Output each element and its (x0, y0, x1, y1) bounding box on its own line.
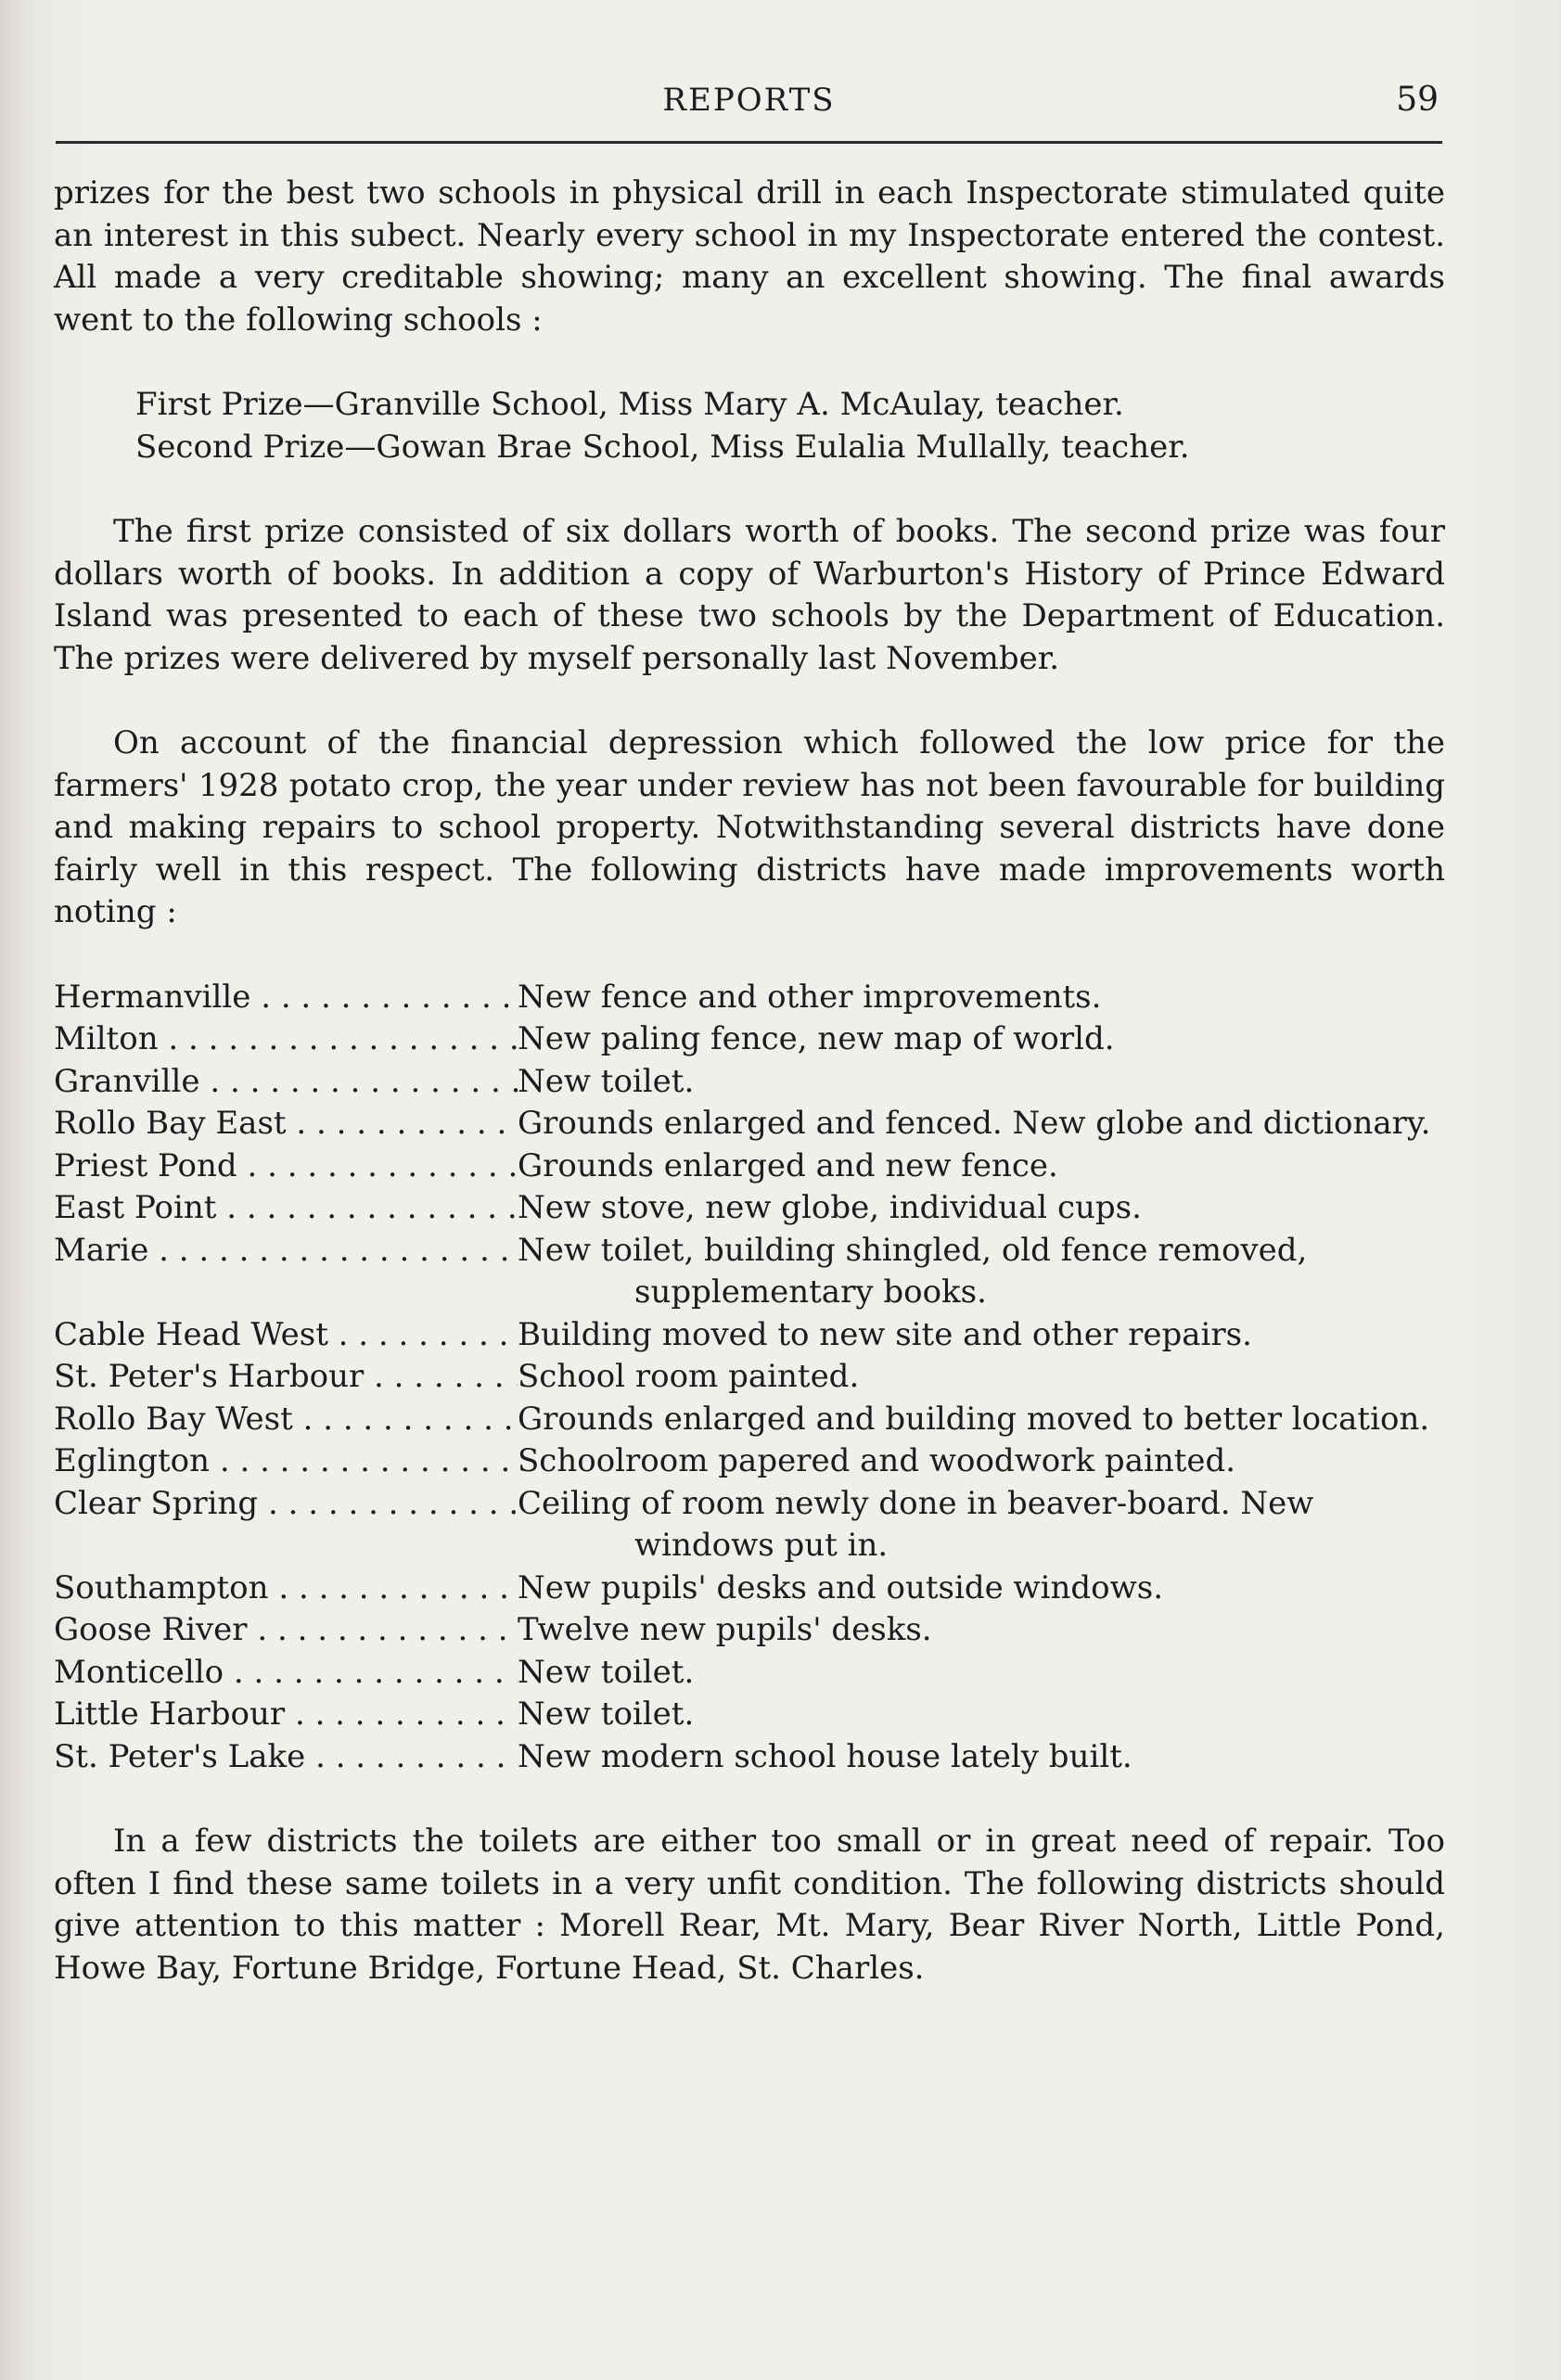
second-prize-line: Second Prize—Gowan Brae School, Miss Eulalia Mullally, teacher. (135, 428, 1190, 466)
district-name: Southampton . . . (54, 1567, 518, 1610)
district-name: East Point . . . (54, 1187, 518, 1230)
first-prize-line: First Prize—Granville School, Miss Mary A. McAulay, teacher. (135, 386, 1124, 423)
list-item (54, 1145, 1445, 1188)
improvement-text: School room painted. (518, 1358, 860, 1395)
district-name: Granville . . . (54, 1061, 518, 1104)
improvement-text: Grounds enlarged and fenced. New globe and dictionary. (518, 1105, 1431, 1142)
improvement-text: New fence and other improvements. (518, 978, 1102, 1016)
list-item (54, 977, 1445, 1019)
paragraph-prize-details: The first prize consisted of six dollars worth of books. The second prize was four dollars worth of books. In addition a copy of Warburton's History of Prince Edward Island was presented to each of these two schools by the Department of Education. The prizes were delivered by myself personally last November. (54, 513, 1445, 677)
list-item (54, 1440, 1445, 1483)
improvement-text: Schoolroom papered and woodwork painted. (518, 1442, 1236, 1479)
district-name: Rollo Bay East . . . (54, 1103, 518, 1145)
list-item (54, 1061, 1445, 1104)
improvement-text: New stove, new globe, individual cups. (518, 1189, 1142, 1226)
page-body (54, 173, 1445, 1990)
paragraph-prizes-intro: prizes for the best two schools in physical drill in each Inspectorate stimulated quite an interest in this subect. Nearly every school in my Inspectorate entered the contest. All made a very creditable showing; many an excellent showing. The final awards went to the following schools : (54, 174, 1445, 339)
district-name: Cable Head West . . . (54, 1314, 518, 1357)
list-item (54, 1018, 1445, 1061)
list-item (54, 1567, 1445, 1610)
improvement-text: Grounds enlarged and building moved to better location. (518, 1400, 1430, 1438)
improvements-list (54, 977, 1445, 1779)
district-name: St. Peter's Lake . . . (54, 1736, 518, 1779)
district-name: Rollo Bay West . . . (54, 1399, 518, 1441)
improvement-text: New toilet. (518, 1695, 695, 1733)
list-item (54, 1230, 1445, 1314)
list-item (54, 1356, 1445, 1399)
improvement-text: New toilet, building shingled, old fence removed, supplementary books. (518, 1231, 1308, 1311)
improvement-text: Twelve new pupils' desks. (518, 1611, 932, 1648)
list-item (54, 1483, 1445, 1567)
list-item (54, 1314, 1445, 1357)
improvement-text: Grounds enlarged and new fence. (518, 1146, 1058, 1184)
improvement-text: New modern school house lately built. (518, 1737, 1132, 1775)
improvement-text: New paling fence, new map of world. (518, 1020, 1115, 1057)
list-item (54, 1609, 1445, 1652)
list-item (54, 1187, 1445, 1230)
page-number: 59 (1396, 81, 1439, 119)
list-item (54, 1694, 1445, 1736)
list-item (54, 1736, 1445, 1779)
district-name: Priest Pond . . . (54, 1145, 518, 1188)
paragraph-toilets: In a few districts the toilets are either too small or in great need of repair. Too often I find these same toilets in a very unfit condition. The following districts should give attention to this matter : Morell Rear, Mt. Mary, Bear River North, Little Pond, Howe Bay, Fortune Bridge, Fortune Head, St. Charles. (54, 1823, 1445, 1987)
district-name: Little Harbour . . . (54, 1694, 518, 1736)
district-name: Marie . . . (54, 1230, 518, 1273)
list-item (54, 1103, 1445, 1145)
improvement-text: New pupils' desks and outside windows. (518, 1568, 1164, 1606)
list-item (54, 1399, 1445, 1441)
district-name: Clear Spring . . . (54, 1483, 518, 1526)
improvement-text: New toilet. (518, 1062, 695, 1100)
running-title: REPORTS (662, 82, 836, 119)
paragraph-depression: On account of the financial depression which followed the low price for the farmers' 1928 potato crop, the year under review has not been favourable for building and making repairs to school property. Notwithstanding several districts have done fairly well in this respect. The following districts have made improvements worth noting : (54, 724, 1445, 930)
improvement-text: Ceiling of room newly done in beaver-board. New windows put in. (518, 1484, 1314, 1564)
district-name: St. Peter's Harbour . . . (54, 1356, 518, 1399)
district-name: Hermanville . . . (54, 977, 518, 1019)
improvement-text: Building moved to new site and other repairs. (518, 1315, 1252, 1353)
page-header (56, 72, 1442, 144)
district-name: Monticello . . . (54, 1652, 518, 1695)
district-name: Eglington . . . (54, 1440, 518, 1483)
improvement-text: New toilet. (518, 1653, 695, 1691)
list-item (54, 1652, 1445, 1695)
district-name: Goose River . . . (54, 1609, 518, 1652)
district-name: Milton . . . (54, 1018, 518, 1061)
